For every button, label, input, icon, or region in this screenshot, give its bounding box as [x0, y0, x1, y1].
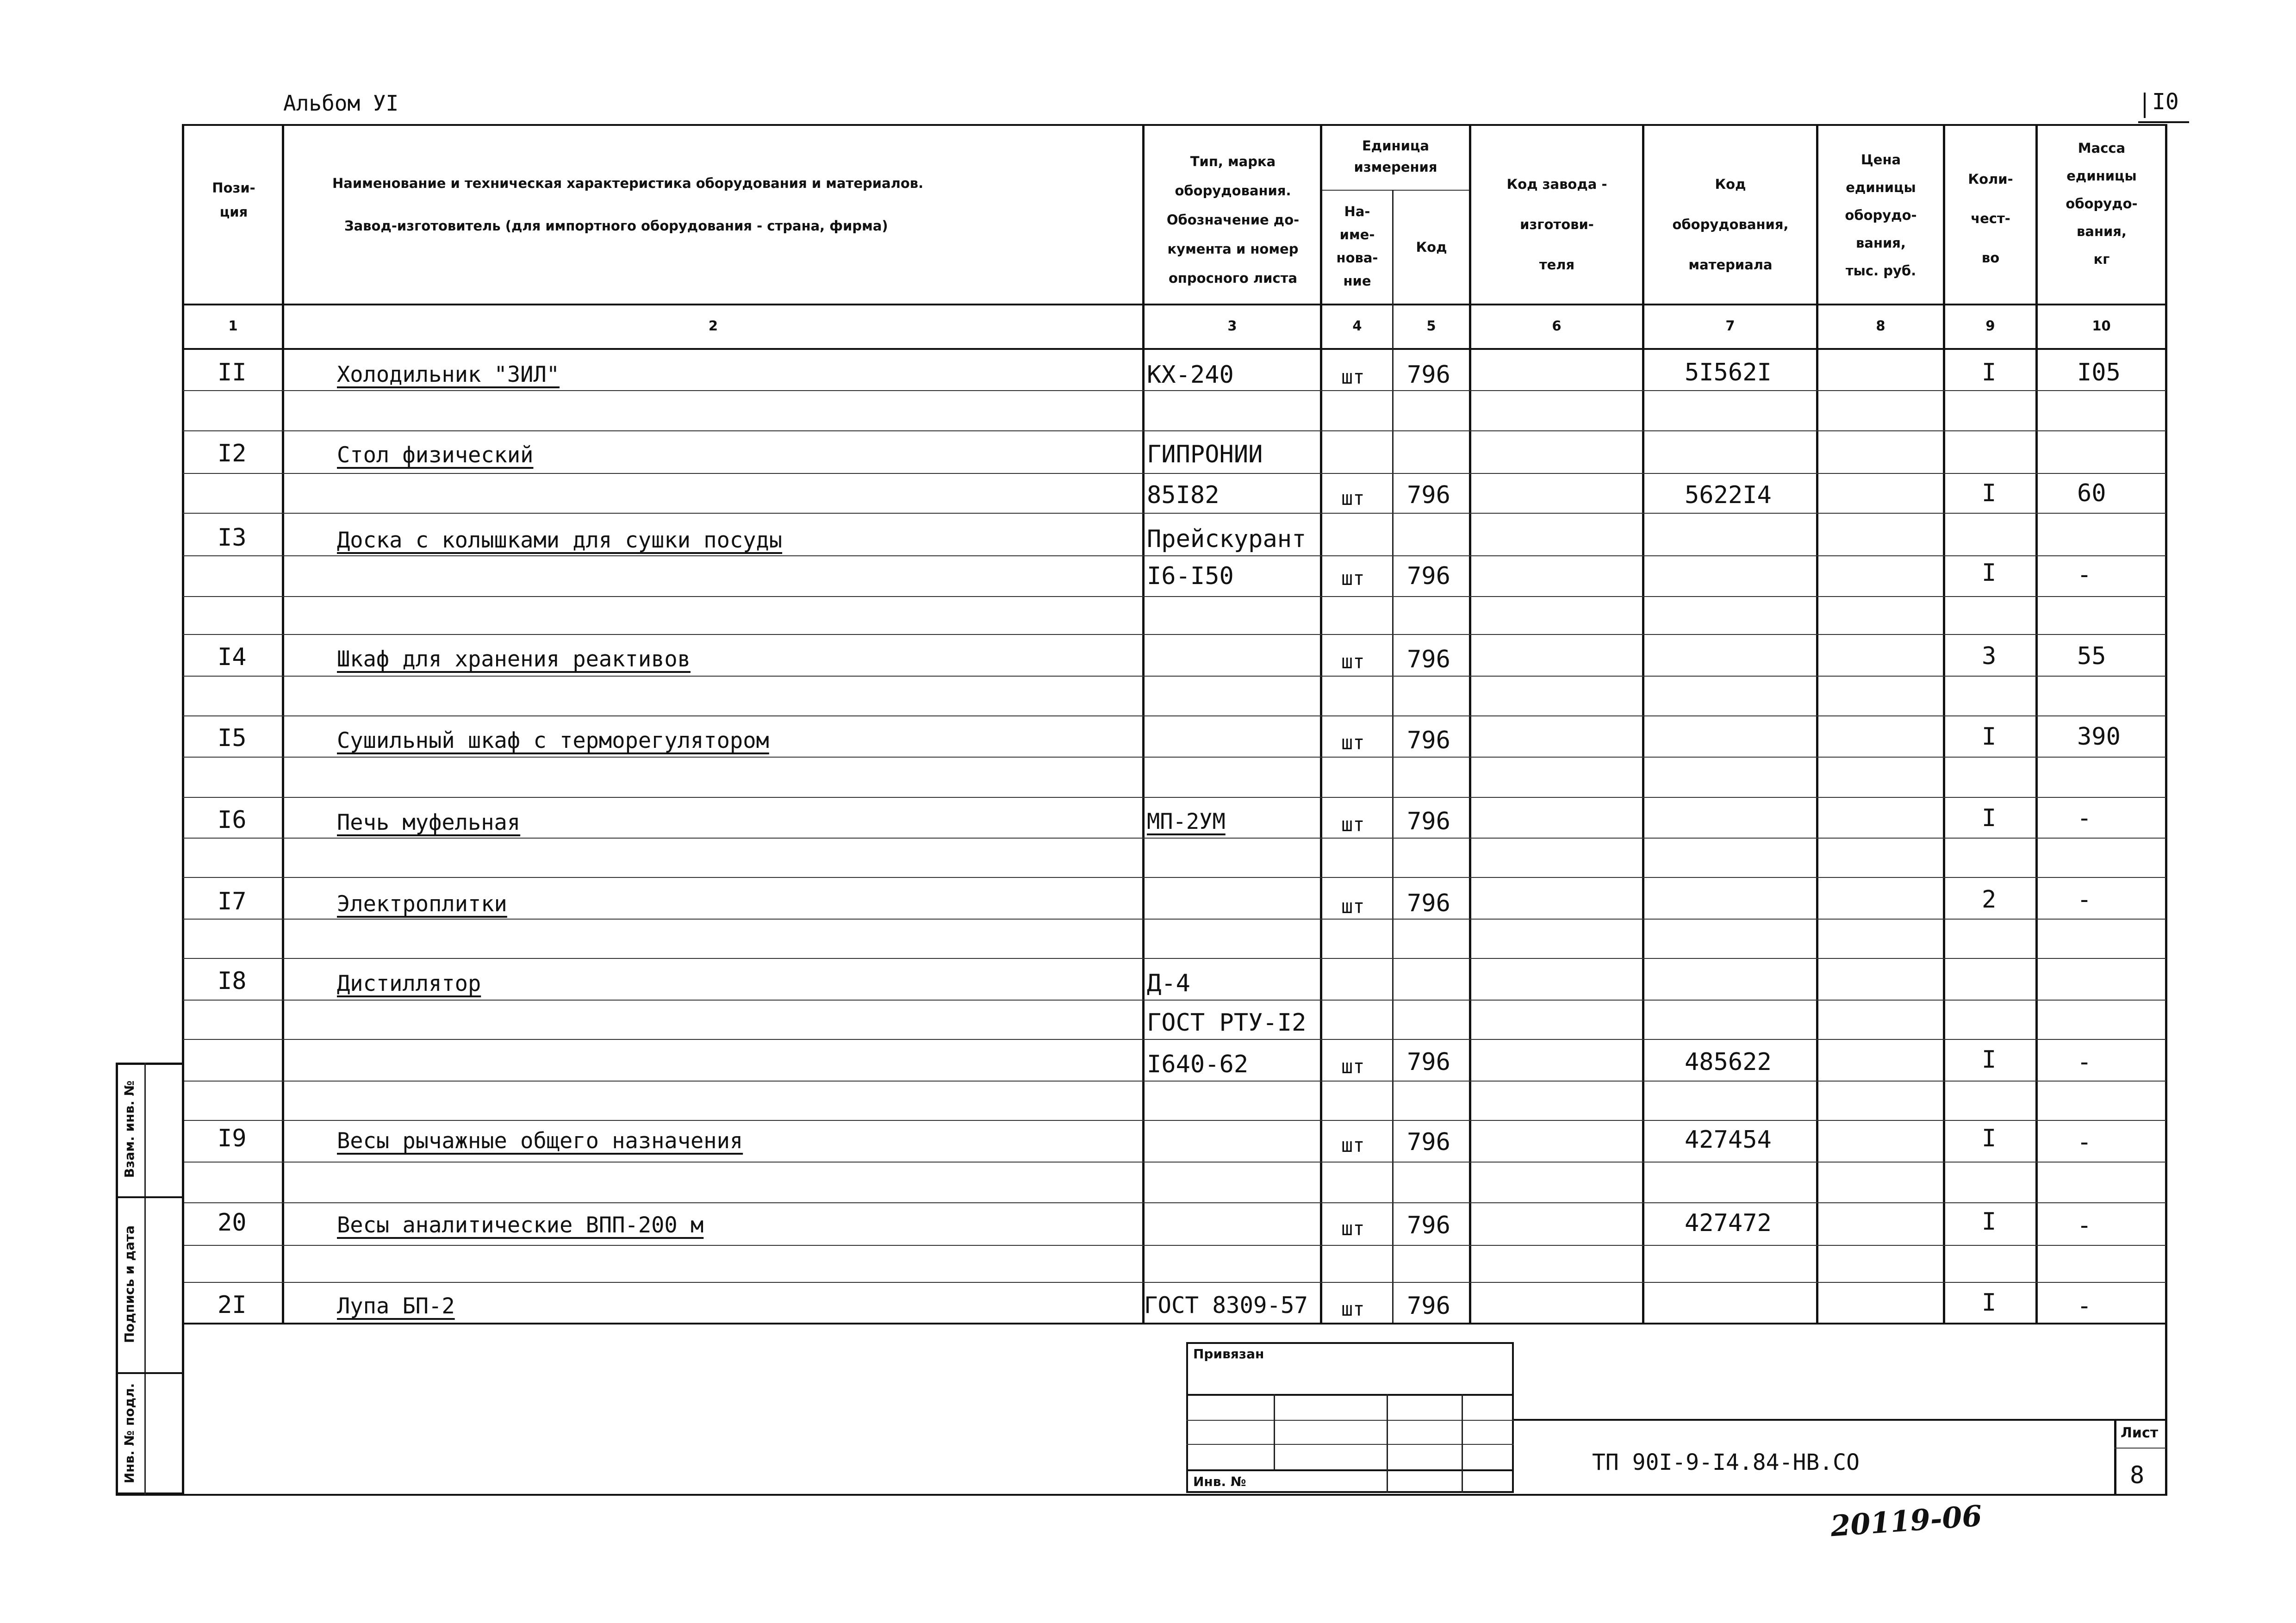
- col-sep-8: [1943, 124, 1945, 1323]
- header-mass-line1: Масса: [2078, 140, 2126, 156]
- row-unit: шт: [1341, 1134, 1365, 1157]
- row-rule: [183, 676, 2166, 677]
- row-quantity: I: [1982, 479, 1997, 507]
- colnum-5: 5: [1426, 318, 1436, 334]
- row-type: ГОСТ РТУ-I2: [1147, 1009, 1307, 1037]
- header-price: [1819, 146, 1943, 285]
- row-name: Электроплитки: [337, 891, 507, 917]
- stamp-rule: [1186, 1444, 1514, 1445]
- header-quantity: [1946, 160, 2035, 278]
- handwritten-number: 20119-06: [1829, 1499, 1983, 1543]
- header-material-code-line2: оборудования,: [1672, 217, 1789, 232]
- row-mass: -: [2077, 1212, 2092, 1239]
- header-type-line5: опросного листа: [1168, 270, 1298, 286]
- colnum-bottom-rule: [183, 348, 2166, 350]
- row-unit-code: 796: [1407, 1128, 1450, 1156]
- header-unit-name-line1: На-: [1344, 204, 1370, 219]
- header-price-line2: единицы: [1846, 180, 1916, 195]
- row-unit-code: 796: [1407, 562, 1450, 590]
- row-mass: 60: [2077, 479, 2106, 507]
- row-unit: шт: [1341, 366, 1365, 388]
- row-mass: -: [2077, 804, 2092, 832]
- row-material-code: 427472: [1685, 1209, 1772, 1237]
- row-mass: 390: [2077, 723, 2121, 751]
- header-position-line2: ция: [219, 204, 248, 220]
- header-material-code-line1: Код: [1715, 176, 1746, 192]
- header-mass: [2038, 134, 2165, 273]
- row-rule: [183, 1000, 2166, 1001]
- row-quantity: I: [1982, 1046, 1997, 1074]
- row-mass: -: [2077, 886, 2092, 914]
- header-quantity-line2: чест-: [1971, 211, 2010, 226]
- header-unit-name-line2: име-: [1339, 227, 1375, 243]
- row-name: Весы рычажные общего назначения: [337, 1128, 743, 1154]
- document-code: ТП 90I-9-I4.84-НВ.СО: [1592, 1449, 1860, 1475]
- table-bottom-border: [116, 1494, 2167, 1496]
- row-type: Прейскурант: [1147, 525, 1307, 553]
- colnum-8: 8: [1876, 318, 1885, 334]
- header-price-line5: тыс. руб.: [1845, 263, 1916, 279]
- row-rule: [183, 1202, 2166, 1203]
- row-type: МП-2УМ: [1147, 809, 1226, 834]
- row-position: I7: [218, 888, 247, 915]
- row-unit-code: 796: [1407, 889, 1450, 917]
- colnum-4: 4: [1352, 318, 1362, 334]
- colnum-6: 6: [1552, 318, 1562, 334]
- row-rule: [183, 838, 2166, 839]
- row-name: Лупа БП-2: [337, 1293, 455, 1319]
- row-position: I2: [218, 440, 247, 467]
- row-rule: [183, 1120, 2166, 1121]
- row-unit: шт: [1341, 813, 1365, 836]
- row-material-code: 5I562I: [1685, 359, 1772, 386]
- row-unit-code: 796: [1407, 727, 1450, 754]
- row-name: Холодильник "ЗИЛ": [337, 362, 560, 387]
- header-type-line4: кумента и номер: [1167, 241, 1299, 257]
- row-unit: шт: [1341, 567, 1365, 590]
- header-price-line1: Цена: [1860, 152, 1901, 168]
- row-material-code: 485622: [1685, 1048, 1772, 1076]
- row-quantity: I: [1982, 559, 1997, 587]
- header-material-code: [1645, 164, 1816, 285]
- row-name: Сушильный шкаф с терморегулятором: [337, 728, 769, 753]
- col-sep-3: [1320, 124, 1322, 1323]
- row-position: 20: [218, 1209, 247, 1237]
- row-quantity: I: [1982, 1208, 1997, 1236]
- row-rule: [183, 919, 2166, 920]
- row-position: 2I: [218, 1291, 247, 1319]
- stamp-rule: [1186, 1469, 1514, 1471]
- row-position: I5: [218, 724, 247, 752]
- row-rule: [183, 430, 2166, 431]
- row-type: I640-62: [1147, 1051, 1249, 1078]
- unit-group-rule: [1320, 190, 1469, 191]
- header-quantity-line3: во: [1981, 250, 2000, 266]
- row-unit-code: 796: [1407, 1048, 1450, 1076]
- row-position: I6: [218, 806, 247, 834]
- row-unit-code: 796: [1407, 481, 1450, 509]
- col-sep-1: [282, 124, 284, 1323]
- side-stamp-divider: [144, 1063, 146, 1495]
- body-bottom-rule: [183, 1323, 2166, 1325]
- colnum-1: 1: [228, 318, 238, 334]
- row-quantity: I: [1982, 359, 1997, 386]
- stamp-col: [1462, 1394, 1463, 1493]
- row-position: I3: [218, 524, 247, 552]
- row-material-code: 5622I4: [1685, 481, 1772, 509]
- row-unit-code: 796: [1407, 361, 1450, 389]
- row-unit-code: 796: [1407, 808, 1450, 835]
- row-type: 85I82: [1147, 481, 1220, 509]
- row-unit-code: 796: [1407, 646, 1450, 673]
- title-block-rule: [1514, 1419, 2166, 1421]
- row-unit: шт: [1341, 895, 1365, 918]
- row-rule: [183, 1039, 2166, 1040]
- row-position: I8: [218, 967, 247, 995]
- header-factory-code-line2: изготови-: [1520, 217, 1594, 232]
- row-mass: -: [2077, 1292, 2092, 1320]
- row-name: Шкаф для хранения реактивов: [337, 647, 691, 672]
- header-factory-code: [1472, 164, 1642, 285]
- header-mass-line2: единицы: [2066, 168, 2137, 184]
- col-sep-5: [1469, 124, 1471, 1323]
- stamp-rule: [1186, 1420, 1514, 1421]
- row-mass: I05: [2077, 359, 2121, 386]
- row-unit: шт: [1341, 650, 1365, 673]
- stamp-rule: [1186, 1394, 1514, 1396]
- header-type-line3: Обозначение до-: [1166, 212, 1300, 228]
- header-unit-group-line2: измерения: [1354, 159, 1437, 175]
- row-type: ГОСТ 8309-57: [1144, 1292, 1308, 1318]
- sheet-label: Лист: [2121, 1425, 2159, 1441]
- header-quantity-line1: Коли-: [1968, 171, 2013, 187]
- row-name: Печь муфельная: [337, 810, 521, 835]
- row-material-code: 427454: [1685, 1126, 1772, 1154]
- colnum-7: 7: [1725, 318, 1735, 334]
- row-name: Весы аналитические ВПП-200 м: [337, 1213, 704, 1238]
- sheet-box-left: [2114, 1419, 2116, 1494]
- row-quantity: 3: [1982, 642, 1997, 670]
- colnum-9: 9: [1985, 318, 1995, 334]
- row-unit: шт: [1341, 1055, 1365, 1078]
- row-mass: -: [2077, 561, 2092, 589]
- header-bottom-rule: [183, 304, 2166, 305]
- header-price-line4: вания,: [1856, 235, 1906, 251]
- row-quantity: I: [1982, 723, 1997, 751]
- header-type: [1147, 147, 1319, 293]
- row-quantity: I: [1982, 804, 1997, 832]
- row-position: I9: [218, 1125, 247, 1152]
- row-unit: шт: [1341, 731, 1365, 754]
- row-rule: [183, 1162, 2166, 1163]
- header-mass-line4: вания,: [2077, 224, 2127, 239]
- row-rule: [183, 634, 2166, 635]
- col-sep-9: [2035, 124, 2038, 1323]
- row-name: Дистиллятор: [337, 971, 481, 996]
- row-position: I4: [218, 643, 247, 671]
- header-position-line1: Пози-: [212, 180, 255, 196]
- sheet-box-rule: [2114, 1448, 2166, 1449]
- row-unit-code: 796: [1407, 1292, 1450, 1320]
- table-top-border: [183, 124, 2166, 126]
- row-rule: [183, 555, 2166, 556]
- header-price-line3: оборудо-: [1845, 207, 1917, 223]
- header-unit-group-line1: Единица: [1362, 138, 1429, 154]
- stamp-privyazan-label: Привязан: [1193, 1346, 1264, 1362]
- row-rule: [183, 596, 2166, 597]
- row-quantity: 2: [1982, 886, 1997, 914]
- row-rule: [183, 1081, 2166, 1082]
- header-factory-code-line3: теля: [1539, 257, 1575, 273]
- row-name: Доска с колышками для сушки посуды: [337, 528, 783, 553]
- col-sep-4: [1392, 190, 1394, 1323]
- row-unit-code: 796: [1407, 1212, 1450, 1239]
- col-sep-2: [1142, 124, 1145, 1323]
- header-factory-code-line1: Код завода -: [1506, 176, 1607, 192]
- row-type: I6-I50: [1147, 562, 1234, 590]
- stamp-col: [1274, 1394, 1275, 1470]
- colnum-2: 2: [708, 318, 718, 334]
- sheet-number: 8: [2130, 1461, 2145, 1489]
- row-rule: [183, 715, 2166, 716]
- header-name-line1: Наименование и техническая характеристика оборудования и материалов.: [332, 175, 924, 191]
- table-right-border: [2165, 124, 2167, 1495]
- stamp-inv-label: Инв. №: [1193, 1474, 1246, 1489]
- row-position: II: [218, 359, 247, 386]
- header-unit-group: [1322, 135, 1469, 178]
- row-mass: 55: [2077, 642, 2106, 670]
- top-rule: [2138, 121, 2189, 123]
- stamp-col: [1387, 1394, 1388, 1493]
- header-position: [185, 176, 282, 224]
- row-unit: шт: [1341, 487, 1365, 510]
- colnum-3: 3: [1227, 318, 1237, 334]
- row-rule: [183, 473, 2166, 474]
- row-mass: -: [2077, 1048, 2092, 1076]
- side-stamp-original-inv: Инв. № подл.: [122, 1383, 137, 1484]
- row-rule: [183, 757, 2166, 758]
- row-quantity: I: [1982, 1289, 1997, 1317]
- row-type: Д-4: [1147, 970, 1190, 997]
- row-rule: [183, 513, 2166, 514]
- row-name: Стол физический: [337, 442, 534, 468]
- header-material-code-line3: материала: [1688, 257, 1773, 273]
- col-sep-7: [1816, 124, 1818, 1323]
- row-type: ГИПРОНИИ: [1147, 441, 1263, 468]
- header-name-line2: Завод-изготовитель (для импортного оборудования - страна, фирма): [344, 218, 888, 234]
- row-rule: [183, 390, 2166, 391]
- album-label: Альбом УI: [283, 91, 399, 116]
- header-type-line1: Тип, марка: [1190, 154, 1276, 169]
- header-unit-name: [1322, 200, 1392, 292]
- header-unit-name-line3: нова-: [1336, 250, 1378, 266]
- side-stamp-signature-date: Подпись и дата: [122, 1225, 137, 1343]
- side-stamp-replaced-inv: Взам. инв. №: [122, 1080, 137, 1178]
- row-rule: [183, 958, 2166, 959]
- row-rule: [183, 1245, 2166, 1246]
- row-rule: [183, 877, 2166, 878]
- page-number-mark: [2144, 93, 2146, 118]
- header-type-line2: оборудования.: [1175, 183, 1291, 199]
- header-unit-code: Код: [1416, 239, 1447, 255]
- row-rule: [183, 797, 2166, 798]
- header-mass-line5: кг: [2093, 251, 2110, 267]
- header-unit-name-line4: ние: [1343, 273, 1371, 289]
- header-name: [332, 171, 1138, 238]
- row-rule: [183, 1282, 2166, 1283]
- row-type: КХ-240: [1147, 361, 1234, 389]
- col-sep-6: [1642, 124, 1644, 1323]
- page-number: I0: [2152, 89, 2179, 115]
- header-mass-line3: оборудо-: [2066, 196, 2138, 211]
- row-unit: шт: [1341, 1217, 1365, 1240]
- row-mass: -: [2077, 1128, 2092, 1156]
- row-quantity: I: [1982, 1125, 1997, 1152]
- row-unit: шт: [1341, 1298, 1365, 1320]
- colnum-10: 10: [2092, 318, 2111, 334]
